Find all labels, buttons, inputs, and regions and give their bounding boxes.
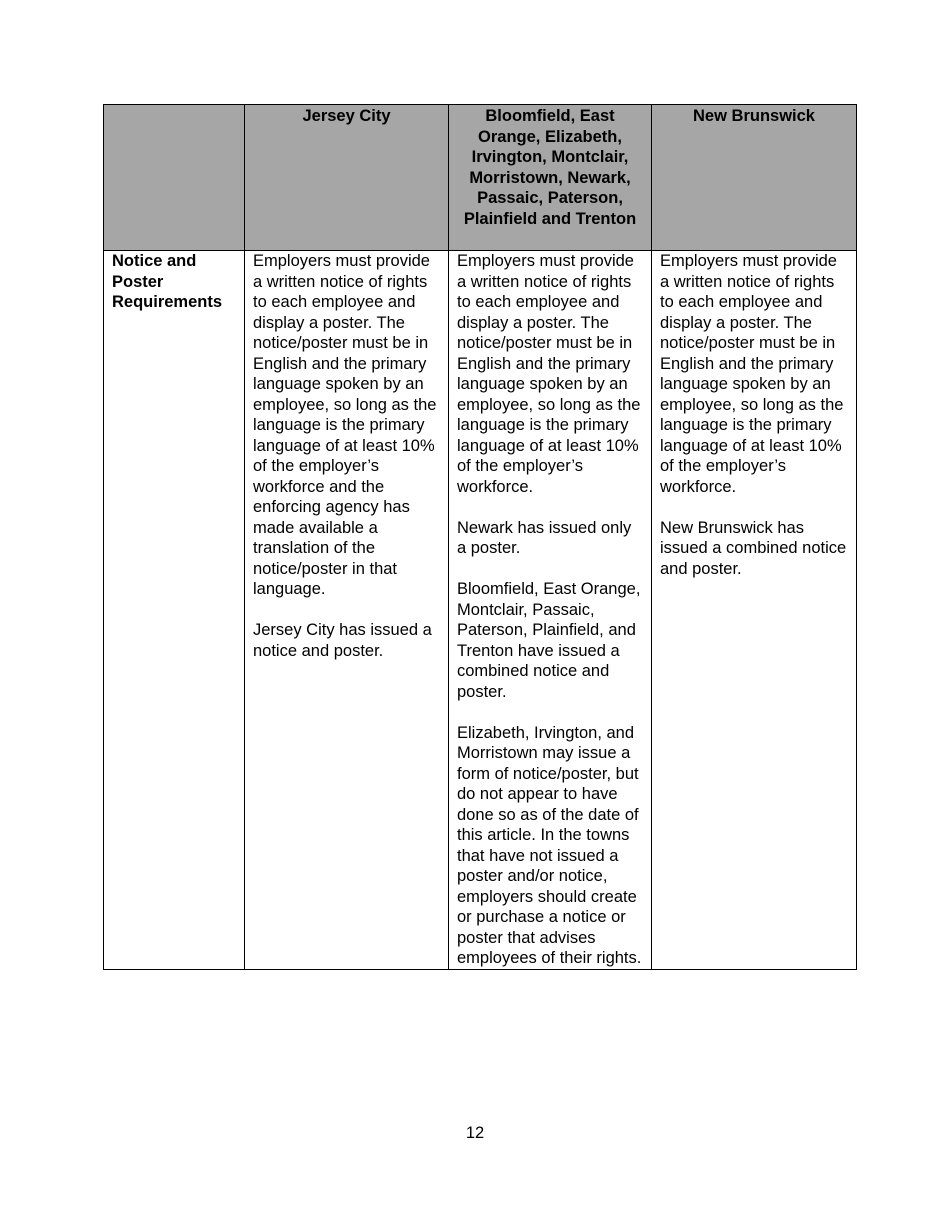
header-blank-cell (104, 105, 245, 251)
cell-jersey-city (245, 251, 449, 970)
requirements-table (103, 104, 857, 970)
table-header-row (104, 105, 857, 251)
jersey-city-paragraph: Jersey City has issued a notice and poster. (253, 621, 432, 660)
row-label-notice-poster: Notice and Poster Requirements (104, 251, 245, 970)
header-group-cities: Bloomfield, East Orange, Elizabeth, Irvington, Montclair, Morristown, Newark, Passaic, Paterson, Plainfield and Trenton (449, 105, 652, 251)
group-cities-paragraph: Newark has issued only a poster. (457, 518, 632, 557)
new-brunswick-paragraph: Employers must provide a written notice of rights to each employee and display a poster. The notice/poster must be in English and the primary language spoken by an employee, so long as the language is the primary language of at least 10% of the employer’s workforce. (660, 252, 844, 496)
group-cities-paragraph: Elizabeth, Irvington, and Morristown may issue a form of notice/poster, but do not appear to have done so as of the date of this article. In the towns that have not issued a poster and/or notice, employers should create or purchase a notice or poster that advises employees of their rights. (457, 723, 642, 967)
header-jersey-city: Jersey City (245, 105, 449, 251)
header-new-brunswick: New Brunswick (652, 105, 857, 251)
page-number: 12 (465, 1124, 485, 1142)
table-row (104, 251, 857, 970)
cell-group-cities (449, 251, 652, 970)
group-cities-paragraph: Employers must provide a written notice of rights to each employee and display a poster. The notice/poster must be in English and the primary language spoken by an employee, so long as the language is the primary language of at least 10% of the employer’s workforce. (457, 252, 641, 496)
cell-new-brunswick (652, 251, 857, 970)
jersey-city-paragraph: Employers must provide a written notice of rights to each employee and display a poster. The notice/poster must be in English and the primary language spoken by an employee, so long as the language is the primary language of at least 10% of the employer’s workforce and the enforcing agency has made available a translation of the notice/poster in that language. (253, 252, 437, 598)
new-brunswick-paragraph: New Brunswick has issued a combined notice and poster. (660, 518, 847, 578)
group-cities-paragraph: Bloomfield, East Orange, Montclair, Passaic, Paterson, Plainfield, and Trenton have issued a combined notice and poster. (457, 580, 641, 701)
